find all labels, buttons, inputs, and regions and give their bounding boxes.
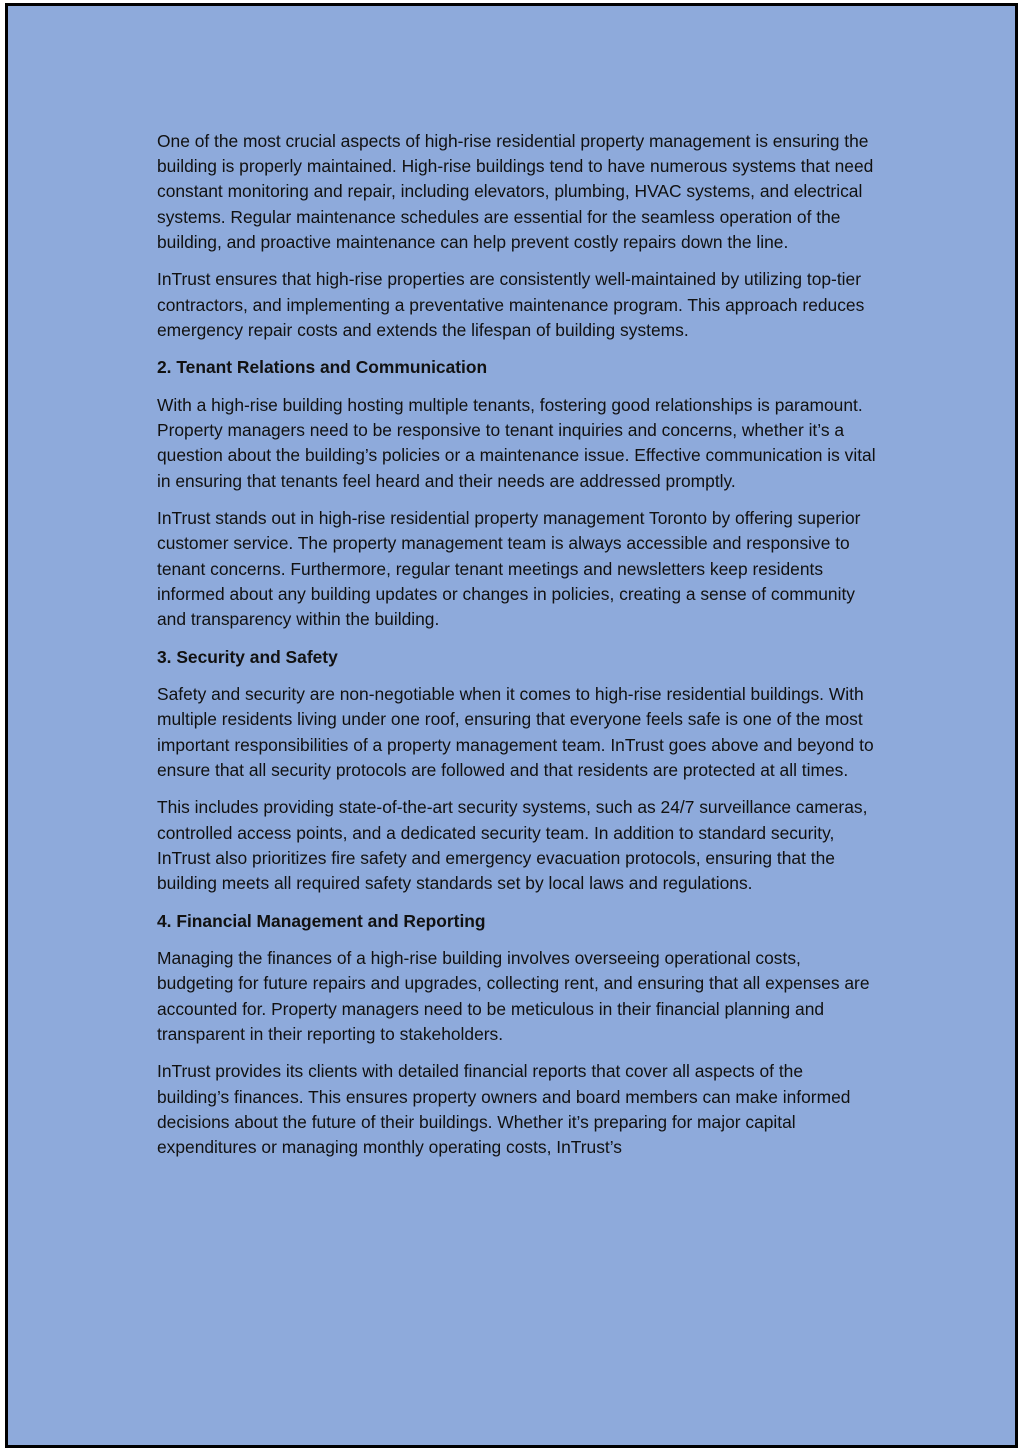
paragraph-tenant-relations-intrust: InTrust stands out in high-rise residential property management Toronto by offering superior customer service. The property management team is always accessible and responsive to tenant concerns. Furthermore, regular tenant meetings and newsletters keep residents informed about any building updates or changes in policies, creating a sense of community and transparency within the building. <box>157 508 861 630</box>
paragraph-tenant-relations-intro: With a high-rise building hosting multiple tenants, fostering good relationships is paramount. Property managers need to be responsive to tenant inquiries and concerns, whether it’s a question about the building’s policies or a maintenance issue. Effective communication is vital in ensuring that tenants feel heard and their needs are addressed promptly. <box>157 395 876 491</box>
paragraph-financial-intrust: InTrust provides its clients with detailed financial reports that cover all aspects of the building’s finances. This ensures property owners and board members can make informed decisions about the future of their buildings. Whether it’s preparing for major capital expenditures or managing monthly operating costs, InTrust’s <box>157 1061 851 1158</box>
heading-financial-management: 4. Financial Management and Reporting <box>157 910 486 931</box>
paragraph-security-details: This includes providing state-of-the-art security systems, such as 24/7 surveillance cameras, controlled access points, and a dedicated security team. In addition to standard security, InTrust also prioritizes fire safety and emergency evacuation protocols, ensuring that the building meets all required safety standards set by local laws and regulations. <box>157 797 868 894</box>
document-page <box>5 3 1018 1448</box>
heading-security-safety: 3. Security and Safety <box>157 646 338 667</box>
paragraph-security-intro: Safety and security are non-negotiable when it comes to high-rise residential buildings. With multiple residents living under one roof, ensuring that everyone feels safe is one of the most important responsibilities of a property management team. InTrust goes above and beyond to ensure that all security protocols are followed and that residents are protected at all times. <box>157 684 874 780</box>
paragraph-maintenance-intro: One of the most crucial aspects of high-rise residential property management is ensuring the building is properly maintained. High-rise buildings tend to have numerous systems that need constant monitoring and repair, including elevators, plumbing, HVAC systems, and electrical systems. Regular maintenance schedules are essential for the seamless operation of the building, and proactive maintenance can help prevent costly repairs down the line. <box>157 131 874 252</box>
document-body <box>157 129 877 1173</box>
heading-tenant-relations: 2. Tenant Relations and Communication <box>157 357 488 378</box>
paragraph-maintenance-intrust: InTrust ensures that high-rise properties are consistently well-maintained by utilizing top-tier contractors, and implementing a preventative maintenance program. This approach reduces emergency repair costs and extends the lifespan of building systems. <box>157 269 865 340</box>
paragraph-financial-intro: Managing the finances of a high-rise building involves overseeing operational costs, budgeting for future repairs and upgrades, collecting rent, and ensuring that all expenses are accounted for. Property managers need to be meticulous in their financial planning and transparent in their reporting to stakeholders. <box>157 948 870 1044</box>
